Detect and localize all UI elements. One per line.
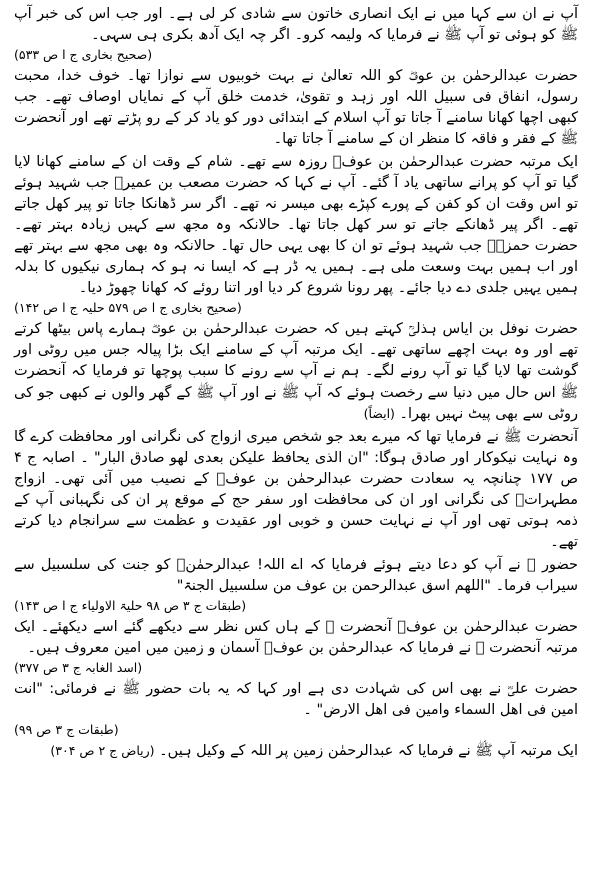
- citation: (ریاض ج ۲ ص ۳۰۴): [50, 743, 155, 759]
- paragraph-text: حضور ﷺ نے آپ کو دعا دیتے ہوئے فرمایا کہ اے اللہ! عبدالرحمٰنؓ کو جنت کی سلسبیل سے سیراب فرما۔ "اللھم اسق عبدالرحمن بن عوف من سلسبیل الجنۃ": [14, 556, 578, 594]
- paragraph-text: حضرت عبدالرحمٰن بن عوفؓ کو اللہ تعالیٰ نے بہت خوبیوں سے نوازا تھا۔ خوف خدا، محبت رسول، انفاق فی سبیل اللہ اور زہد و تقویٰ، خدمت خلق آپ کے نمایاں اوصاف تھے۔ جب کبھی اچھا کھانا سامنے آ جاتا تو آپ اسلام کے ابتدائی دور کو یاد کر کے رو پڑتے تھے اور آنحضرت ﷺ کے فقر و فاقہ کا منظر ان کے سامنے آ جاتا تھا۔: [14, 68, 578, 148]
- citation: (طبقات ج ۳ ص ۹۸ حلیۃ الاولیاء ج ا ص ۱۴۳): [14, 597, 247, 613]
- paragraph-wakil: [14, 741, 578, 762]
- paragraph-text: ایک مرتبہ حضرت عبدالرحمٰن بن عوفؓ روزہ سے تھے۔ شام کے وقت ان کے سامنے کھانا لایا گیا تو آپ کو پرانے ساتھی یاد آ گئے۔ آپ نے کہا کہ حضرت مصعب بن عمیرؓ جب شہید ہوئے تو اس وقت ان کو کفن کے پورے کپڑے بھی میسر نہ تھے۔ اگر سر ڈھانکا جاتا تو پیر کھل جاتے تھے۔ اگر پیر ڈھانکے جاتے تو سر کھل جاتا تھا۔ حالانکہ وہ مجھ سے کہیں زیادہ بہتر تھے۔ حضرت حمزہؓ جب شہید ہوئے تو ان کا بھی یہی حال تھا۔ حالانکہ وہ بھی مجھ سے بہتر تھے اور اب ہمیں بہت وسعت ملی ہے۔ ہمیں یہ ڈر ہے کہ ایسا نہ ہو کہ ہماری نیکیوں کا بدلہ ہمیں یہیں جلدی دے دیا جائے۔ پھر رونا شروع کر دیا اور اتنا روئے کہ کھانا چھوڑ دیا۔: [14, 154, 578, 297]
- paragraph-wives-guardian: [14, 427, 578, 553]
- paragraph-text: آپ نے ان سے کہا میں نے ایک انصاری خاتون سے شادی کر لی ہے۔ اور جب اس کی خبر آپ ﷺ کو ہوئی تو آپ ﷺ نے فرمایا کہ ولیمہ کرو۔ اگر چہ ایک آدھ بکری ہی سہی۔: [14, 6, 578, 44]
- paragraph-trustworthy: [14, 617, 578, 677]
- citation: (ایضاً): [363, 405, 395, 421]
- paragraph-prayer: [14, 555, 578, 615]
- citation: (صحیح بخاری ج ا ص ۵۷۹ حلیہ ج ا ص ۱۴۲): [14, 300, 242, 316]
- paragraph-virtues: [14, 66, 578, 150]
- paragraph-text: حضرت عبدالرحمٰن بن عوفؓ آنحضرت ﷺ کے ہاں کس نظر سے دیکھے گئے اسے دیکھئے۔ ایک مرتبہ آنحضرت ﷺ نے فرمایا کہ عبدالرحمٰن بن عوفؓ آسمان و زمین میں امین معروف ہیں۔: [14, 618, 578, 656]
- citation: (اسد الغابہ ج ۳ ص ۳۷۷): [14, 659, 143, 675]
- paragraph-text: حضرت علیؓ نے بھی اس کی شہادت دی ہے اور کہا کہ یہ بات حضور ﷺ نے فرمائی: "انت امین فی اھل السماء وامین فی اھل الارض" ۔: [14, 680, 578, 718]
- paragraph-nawfal-story: [14, 319, 578, 424]
- paragraph-text: ایک مرتبہ آپ ﷺ نے فرمایا کہ عبدالرحمٰن زمین پر اللہ کے وکیل ہیں۔: [159, 743, 578, 760]
- paragraph-fasting-story: [14, 152, 578, 317]
- paragraph-text: آنحضرت ﷺ نے فرمایا تھا کہ میرے بعد جو شخص میری ازواج کی نگرانی اور محافظت کرے گا وہ نہایت نیکوکار اور صادق ہوگا: "ان الذی یحافظ علیکن بعدی لھو صادق البار" ۔ اصابہ ج ۴ ص ۱۷۷ چنانچہ یہ سعادت حضرت عبدالرحمٰن بن عوفؓ کے نصیب میں آئی تھی۔ ازواج مطہراتؓ کی نگرانی اور ان کی محافظت اور سفر حج کے موقع پر ان کی نگہبانی آپ کے ذمہ ہوتی تھی اور آپ نے نہایت حسن و خوبی اور عقیدت و عظمت سے سرانجام دیا کرتے تھے۔: [14, 428, 578, 550]
- paragraph-text: حضرت نوفل بن ایاس ہذلیؒ کہتے ہیں کہ حضرت عبدالرحمٰن بن عوفؓ ہمارے پاس بیٹھا کرتے تھے اور وہ بہت اچھے ساتھی تھے۔ ایک مرتبہ آپ کے سامنے ایک بڑا پیالہ جس میں روٹی اور گوشت تھا لایا گیا تو آپ رونے لگے۔ ہم نے آپ سے رونے کا سبب پوچھا تو فرمایا کہ آنحضرت ﷺ اس حال میں دنیا سے رخصت ہوئے کہ آپ ﷺ نے اور آپ ﷺ کے گھر والوں نے کبھی جو کی روٹی سے بھی پیٹ نہیں بھرا۔: [14, 321, 578, 422]
- citation: (صحیح بخاری ج ا ص ۵۳۳): [14, 47, 153, 63]
- citation: (طبقات ج ۳ ص ۹۹): [14, 721, 119, 737]
- paragraph-walima: [14, 4, 578, 64]
- paragraph-ali-testimony: [14, 679, 578, 739]
